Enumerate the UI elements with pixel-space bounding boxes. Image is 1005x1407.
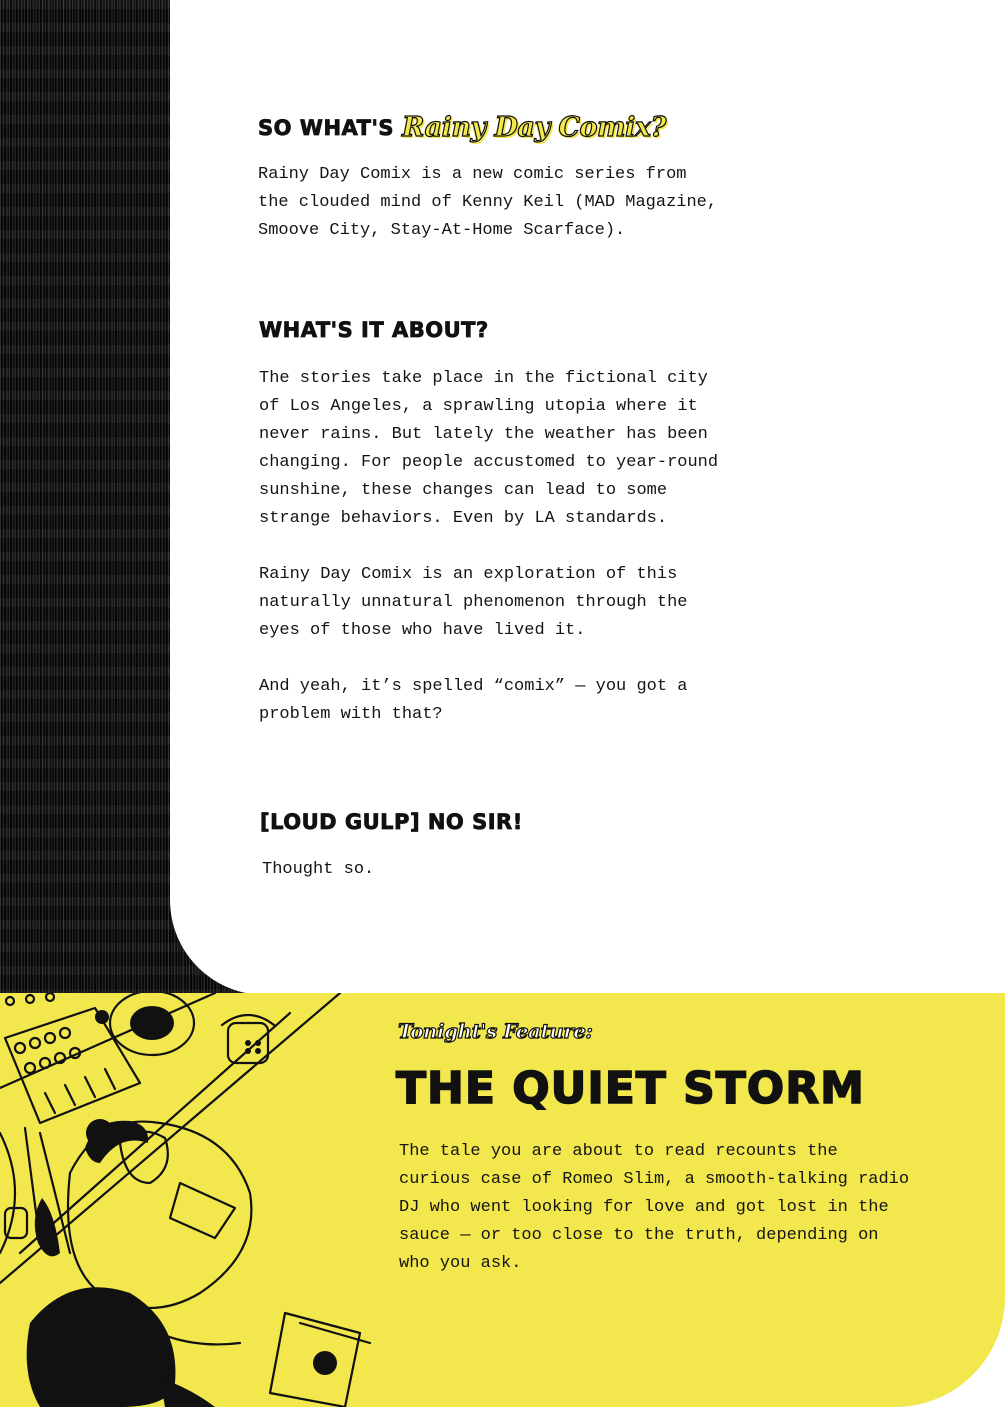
feature-description: The tale you are about to read recounts the curious case of Romeo Slim, a smooth-talking radio DJ who went looking for love and got lost in the sauce — or too close to the truth, depending on who you ask.: [399, 1142, 910, 1273]
about-paragraph-3: And yeah, it’s spelled “comix” — you got a problem with that?: [259, 677, 688, 724]
gulp-section: [260, 810, 820, 884]
tonights-feature-label: Tonight's Feature:: [398, 1019, 593, 1043]
feature-panel: [0, 993, 1005, 1407]
about-paragraph-1: The stories take place in the fictional city of Los Angeles, a sprawling utopia where it never rains. But lately the weather has been changing. For people accustomed to year-round sunshine, these changes can lead to some strange behaviors. Even by LA standards.: [259, 369, 719, 528]
feature-title: THE QUIET STORM: [396, 1063, 865, 1114]
about-paragraph-2: Rainy Day Comix is an exploration of this naturally unnatural phenomenon through the eyes of those who have lived it.: [259, 565, 688, 640]
intro-heading: [258, 112, 818, 143]
intro-heading-prefix: SO WHAT'S: [258, 115, 395, 140]
intro-paragraph: Rainy Day Comix is a new comic series from the clouded mind of Kenny Keil (MAD Magazine, Smoove City, Stay-At-Home Scarface).: [258, 165, 718, 240]
rainy-day-comix-logo: Rainy Day Comix?: [402, 112, 666, 143]
intro-section: [258, 112, 818, 245]
gulp-paragraph: Thought so.: [262, 860, 375, 879]
dj-illustration-icon: [0, 993, 380, 1407]
gulp-heading: [LOUD GULP] NO SIR!: [260, 810, 523, 834]
about-heading: WHAT'S IT ABOUT?: [259, 318, 489, 342]
about-section: [259, 318, 819, 729]
